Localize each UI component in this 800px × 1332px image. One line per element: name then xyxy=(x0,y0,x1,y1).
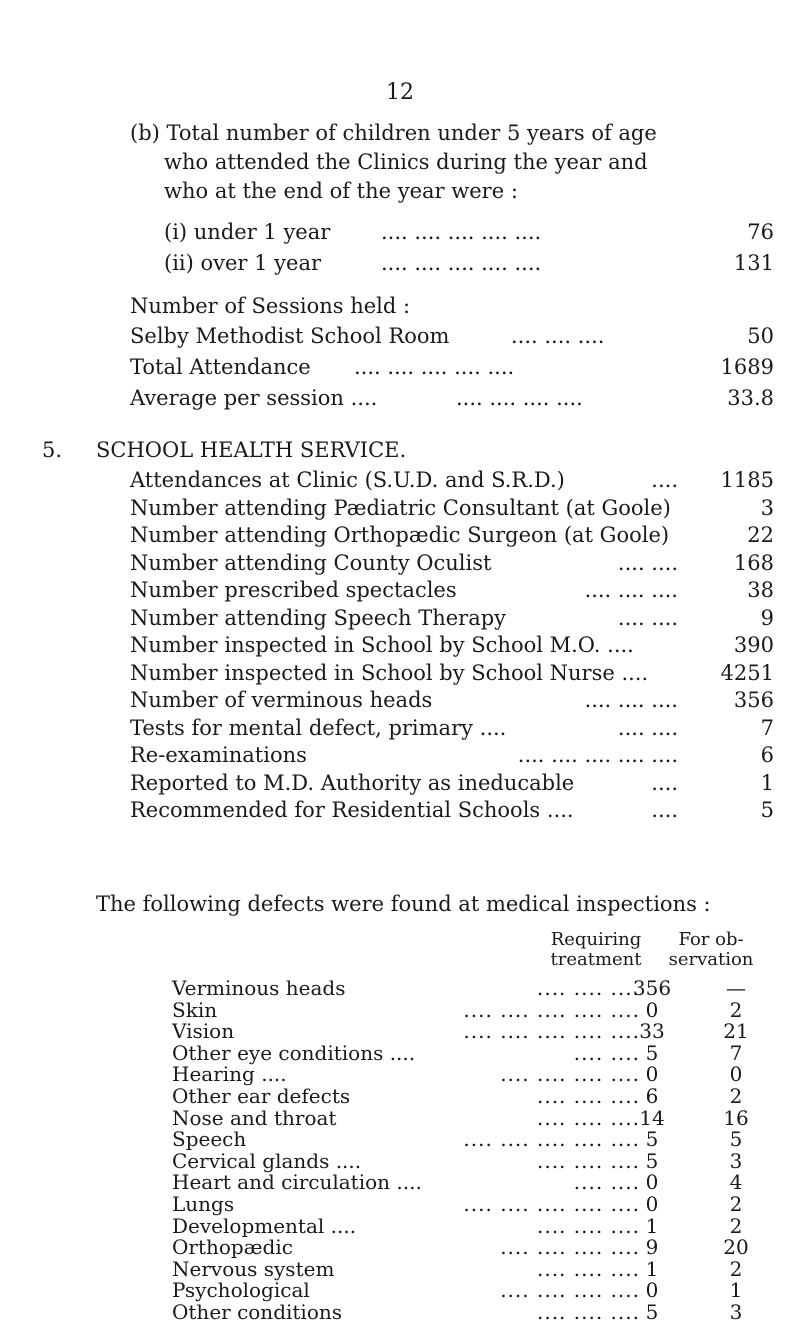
defect-row xyxy=(172,1084,772,1108)
row-label: Tests for mental defect, primary .... xyxy=(130,715,507,740)
school-health-row xyxy=(130,633,774,662)
header-line: For ob- xyxy=(678,929,744,950)
defect-label: Verminous heads xyxy=(172,976,346,1000)
leader-dots: .... .... .... .... .... xyxy=(517,743,678,767)
treatment-value: 0 xyxy=(645,997,659,1022)
row-label: Reported to M.D. Authority as ineducable xyxy=(130,770,575,795)
leader-dots: .... .... .... xyxy=(536,1300,640,1324)
leader-dots: .... xyxy=(651,798,678,822)
leader-dots: .... .... .... .... .... xyxy=(381,251,542,275)
treatment-value: 5 xyxy=(645,1300,659,1324)
leader-dots: .... .... .... .... xyxy=(500,1235,640,1260)
row-value: 168 xyxy=(733,550,774,575)
row-label: Recommended for Residential Schools .... xyxy=(130,798,574,822)
defect-row xyxy=(172,1170,772,1194)
row-label: Selby Methodist School Room xyxy=(130,324,450,348)
leader-dots: .... .... .... .... xyxy=(500,1062,640,1087)
row-value: 76 xyxy=(747,220,774,244)
defect-label: Orthopædic xyxy=(172,1235,293,1260)
row-value: 356 xyxy=(733,688,774,712)
leader-dots: .... .... xyxy=(573,1170,640,1195)
school-health-row xyxy=(130,551,774,580)
row-value: 5 xyxy=(760,798,774,822)
leader-dots: .... .... .... xyxy=(536,1084,640,1108)
school-health-row xyxy=(130,468,774,497)
defect-row xyxy=(172,1041,772,1065)
row-value: 7 xyxy=(760,715,774,740)
row-label: Number attending Orthopædic Surgeon (at Goole) xyxy=(130,523,670,547)
observation-value: 2 xyxy=(729,1192,743,1216)
defect-label: Nose and throat xyxy=(172,1105,337,1130)
row-label: Number inspected in School by School M.O. .... xyxy=(130,633,634,657)
observation-value: 0 xyxy=(729,1062,743,1087)
defect-row xyxy=(172,1235,772,1259)
leader-dots: .... .... .... xyxy=(536,1105,640,1130)
defect-label: Hearing .... xyxy=(172,1062,287,1087)
leader-dots: .... .... .... xyxy=(536,1256,640,1281)
row-value: 3 xyxy=(760,495,774,520)
row-label: Average per session .... xyxy=(130,386,378,410)
leader-dots: .... .... xyxy=(617,715,678,740)
defect-row xyxy=(172,998,772,1022)
leader-dots: .... .... .... xyxy=(536,1213,640,1238)
leader-dots: .... .... .... xyxy=(511,324,605,348)
defect-label: Other ear defects xyxy=(172,1084,351,1108)
leader-dots: .... .... .... xyxy=(536,1148,640,1173)
header-line: Requiring xyxy=(550,929,642,950)
row-value: 50 xyxy=(747,324,774,348)
defect-label: Heart and circulation .... xyxy=(172,1170,422,1195)
row-label: Number attending Speech Therapy xyxy=(130,605,507,630)
row-value: 38 xyxy=(747,578,774,602)
treatment-value: 6 xyxy=(645,1084,659,1108)
observation-value: 21 xyxy=(723,1019,749,1044)
row-label: Re-examinations xyxy=(130,743,307,767)
leader-dots: .... .... .... .... .... xyxy=(463,997,640,1022)
school-health-row xyxy=(130,743,774,772)
row-value: 390 xyxy=(733,633,774,657)
treatment-value: 356 xyxy=(632,976,672,1000)
defect-row xyxy=(172,1192,772,1216)
part-b-intro xyxy=(130,119,657,206)
row-label: Number attending Pædiatric Consultant (at Goole) xyxy=(130,495,671,520)
defect-row xyxy=(172,1149,772,1173)
leader-dots: .... .... .... .... .... xyxy=(463,1192,640,1216)
leader-dots: .... .... .... .... .... xyxy=(381,220,542,244)
leader-dots: .... .... .... .... .... xyxy=(463,1019,640,1044)
observation-value: — xyxy=(726,976,746,1000)
defect-label: Developmental .... xyxy=(172,1213,357,1238)
defect-row xyxy=(172,1019,772,1043)
treatment-value: 9 xyxy=(645,1235,659,1260)
age-row xyxy=(164,220,774,249)
observation-value: 5 xyxy=(729,1127,743,1152)
column-header-observation xyxy=(656,930,766,970)
treatment-value: 0 xyxy=(645,1192,659,1216)
session-row xyxy=(130,386,774,415)
treatment-value: 0 xyxy=(645,1170,659,1195)
school-health-row xyxy=(130,716,774,745)
row-label: Number prescribed spectacles xyxy=(130,578,457,602)
defect-label: Skin xyxy=(172,997,218,1022)
observation-value: 7 xyxy=(729,1040,743,1065)
observation-value: 3 xyxy=(729,1300,743,1324)
school-health-row xyxy=(130,661,774,690)
school-health-row xyxy=(130,606,774,635)
treatment-value: 1 xyxy=(645,1256,659,1281)
row-value: 131 xyxy=(733,251,774,275)
row-value: 1 xyxy=(760,770,774,795)
row-label: Total Attendance xyxy=(130,355,311,379)
defect-label: Nervous system xyxy=(172,1256,335,1281)
leader-dots: .... .... .... xyxy=(536,976,640,1000)
leader-dots: .... .... .... .... .... xyxy=(463,1127,640,1152)
observation-value: 4 xyxy=(729,1170,743,1195)
sessions-heading: Number of Sessions held : xyxy=(130,294,411,318)
row-value: 9 xyxy=(760,605,774,630)
defect-label: Lungs xyxy=(172,1192,235,1216)
leader-dots: .... .... .... .... .... xyxy=(354,355,515,379)
leader-dots: .... .... .... .... xyxy=(456,386,583,410)
defect-label: Speech xyxy=(172,1127,247,1152)
leader-dots: .... .... .... xyxy=(584,688,678,712)
defect-row xyxy=(172,1106,772,1130)
defect-label: Cervical glands .... xyxy=(172,1148,362,1173)
defect-row xyxy=(172,1062,772,1086)
row-label: Attendances at Clinic (S.U.D. and S.R.D.) xyxy=(130,468,565,492)
treatment-value: 14 xyxy=(639,1105,665,1130)
session-row xyxy=(130,324,774,353)
leader-dots: .... .... xyxy=(617,550,678,575)
treatment-value: 0 xyxy=(645,1278,659,1303)
row-value: 22 xyxy=(747,523,774,547)
row-value: 1185 xyxy=(720,468,774,492)
row-label: (ii) over 1 year xyxy=(164,251,322,275)
row-label: Number of verminous heads xyxy=(130,688,433,712)
treatment-value: 1 xyxy=(645,1213,659,1238)
defect-row xyxy=(172,1127,772,1151)
row-value: 6 xyxy=(760,743,774,767)
defect-label: Other eye conditions .... xyxy=(172,1040,416,1065)
observation-value: 2 xyxy=(729,1213,743,1238)
row-value: 1689 xyxy=(720,355,774,379)
observation-value: 2 xyxy=(729,1084,743,1108)
row-label: Number inspected in School by School Nurse .... xyxy=(130,660,649,685)
school-health-row xyxy=(130,523,774,552)
observation-value: 3 xyxy=(729,1148,743,1173)
defect-label: Psychological xyxy=(172,1278,310,1303)
treatment-value: 5 xyxy=(645,1040,659,1065)
school-health-row xyxy=(130,496,774,525)
treatment-value: 5 xyxy=(645,1127,659,1152)
observation-value: 2 xyxy=(729,997,743,1022)
age-row xyxy=(164,251,774,280)
leader-dots: .... .... .... .... xyxy=(500,1278,640,1303)
observation-value: 20 xyxy=(723,1235,749,1260)
section-number: 5. xyxy=(42,438,63,462)
column-header-treatment xyxy=(541,930,651,970)
leader-dots: .... .... xyxy=(573,1040,640,1065)
treatment-value: 33 xyxy=(639,1019,665,1044)
observation-value: 2 xyxy=(729,1256,743,1281)
intro-line: who attended the Clinics during the year and xyxy=(164,150,648,174)
leader-dots: .... .... .... xyxy=(584,578,678,602)
leader-dots: .... .... xyxy=(617,605,678,630)
row-label: (i) under 1 year xyxy=(164,220,331,244)
defect-row xyxy=(172,976,772,1000)
page-number: 12 xyxy=(386,80,414,105)
intro-line: who at the end of the year were : xyxy=(164,179,518,203)
treatment-value: 5 xyxy=(645,1148,659,1173)
row-value: 33.8 xyxy=(727,386,774,410)
defect-label: Vision xyxy=(172,1019,235,1044)
school-health-row xyxy=(130,798,774,827)
defect-row xyxy=(172,1278,772,1302)
row-label: Number attending County Oculist xyxy=(130,550,492,575)
observation-value: 16 xyxy=(723,1105,749,1130)
school-health-row xyxy=(130,578,774,607)
leader-dots: .... xyxy=(651,770,678,795)
leader-dots: .... xyxy=(651,468,678,492)
defect-row xyxy=(172,1300,772,1324)
defect-label: Other conditions xyxy=(172,1300,343,1324)
intro-line: (b) Total number of children under 5 years of age xyxy=(130,121,657,145)
row-value: 4251 xyxy=(720,660,774,685)
header-line: servation xyxy=(668,949,754,970)
observation-value: 1 xyxy=(729,1278,743,1303)
school-health-row xyxy=(130,771,774,800)
treatment-value: 0 xyxy=(645,1062,659,1087)
header-line: treatment xyxy=(550,949,642,970)
section-title: SCHOOL HEALTH SERVICE. xyxy=(96,438,407,462)
school-health-row xyxy=(130,688,774,717)
session-row xyxy=(130,355,774,384)
defect-row xyxy=(172,1214,772,1238)
defect-row xyxy=(172,1257,772,1281)
defects-intro: The following defects were found at medical inspections : xyxy=(96,892,711,916)
